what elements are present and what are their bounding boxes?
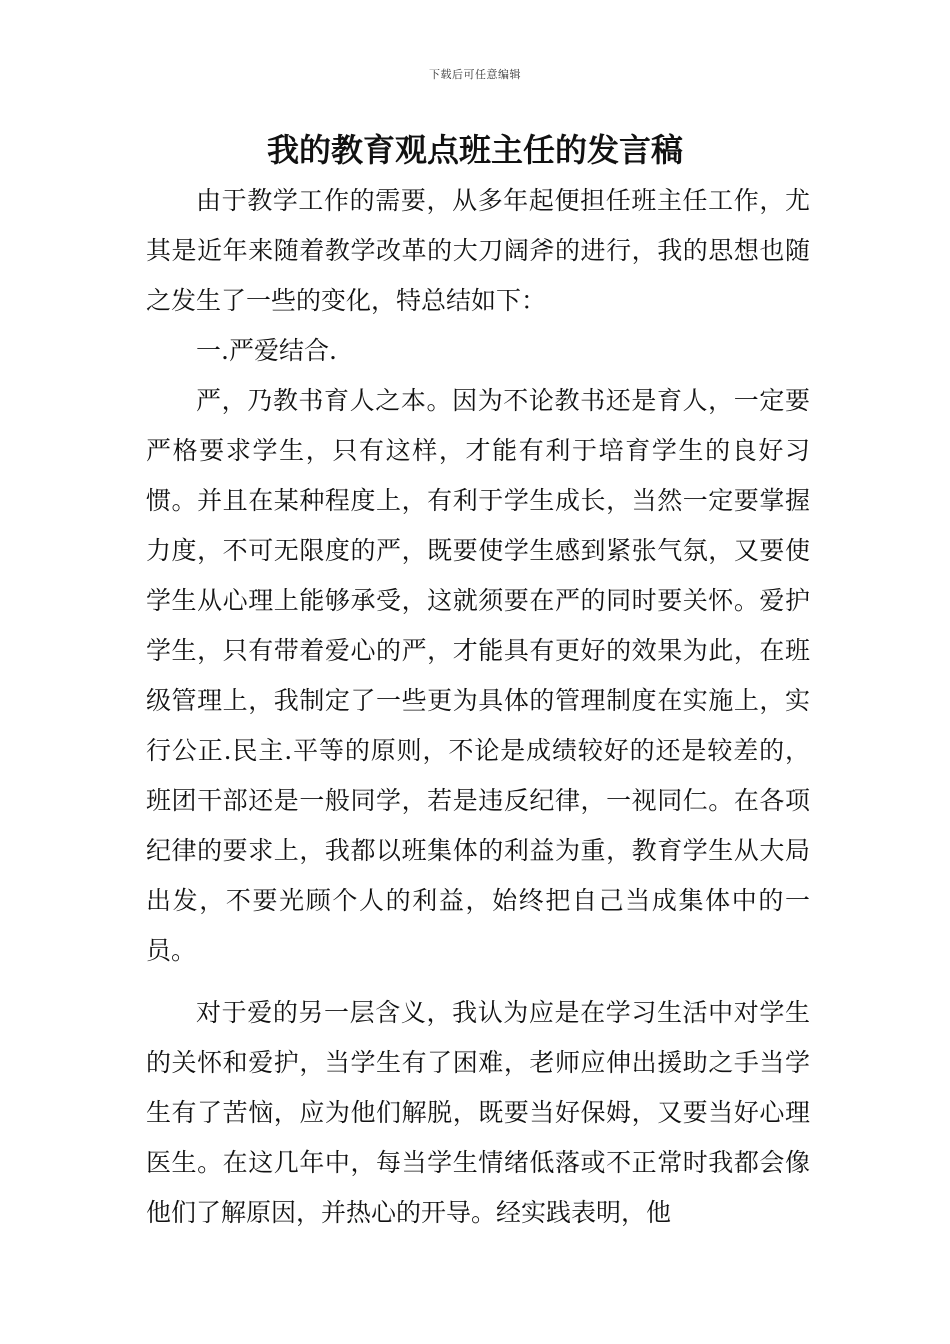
paragraph-intro: 由于教学工作的需要，从多年起便担任班主任工作，尤其是近年来随着教学改革的大刀阔斧的进行，我的思想也随之发生了一些的变化，特总结如下： (146, 186, 810, 315)
section-heading: 一.严爱结合. (196, 336, 337, 365)
document-title: 我的教育观点班主任的发言稿 (266, 131, 683, 169)
paragraph-strict: 严，乃教书育人之本。因为不论教书还是育人，一定要严格要求学生，只有这样，才能有利于培育学生的良好习惯。并且在某种程度上，有利于学生成长，当然一定要掌握力度，不可无限度的严，既要使学生感到紧张气氛，又要使学生从心理上能够承受，这就须要在严的同时要关怀。爱护学生，只有带着爱心的严，才能具有更好的效果为此，在班级管理上，我制定了一些更为具体的管理制度在实施上，实行公正.民主.平等的原则，不论是成绩较好的还是较差的，班团干部还是一般同学，若是违反纪律，一视同仁。在各项纪律的要求上，我都以班集体的利益为重，教育学生从大局出发，不要光顾个人的利益，始终把自己当成集体中的一员。 (146, 386, 810, 965)
paragraph-love: 对于爱的另一层含义，我认为应是在学习生活中对学生的关怀和爱护，当学生有了困难，老师应伸出援助之手当学生有了苦恼，应为他们解脱，既要当好保姆，又要当好心理医生。在这几年中，每当学生情绪低落或不正常时我都会像他们了解原因，并热心的开导。经实践表明，他 (146, 998, 810, 1227)
header-note: 下载后可任意编辑 (429, 68, 521, 81)
document-body (146, 176, 810, 1238)
